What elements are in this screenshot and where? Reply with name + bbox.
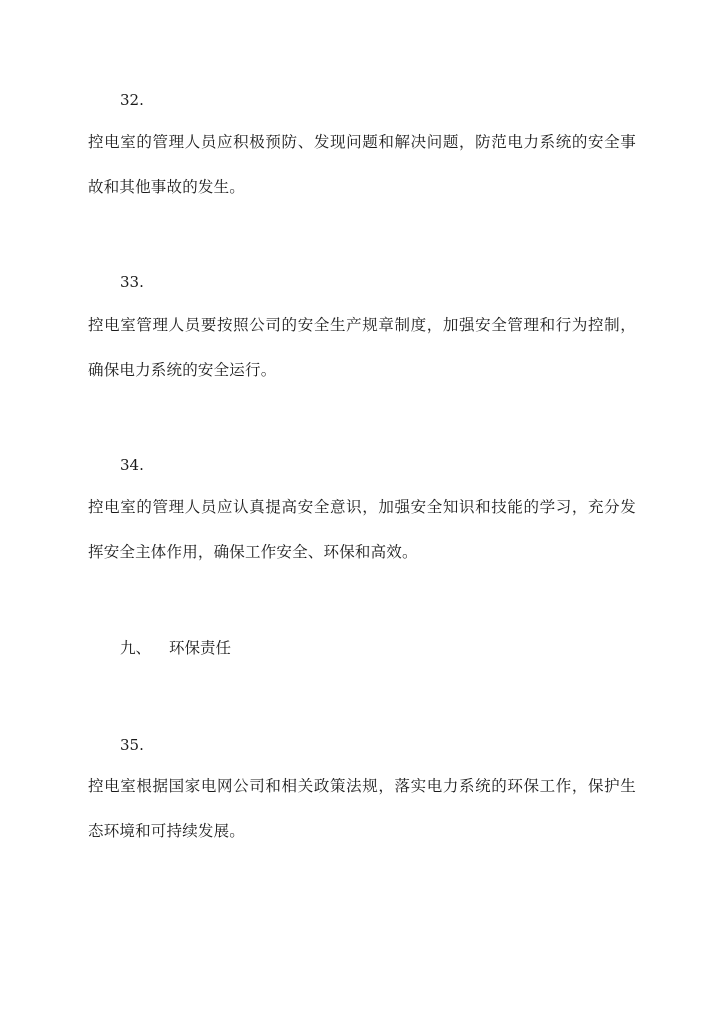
clause-number-34: 34. [120, 456, 144, 474]
section-title: 环保责任 [169, 639, 232, 657]
clause-number-33: 33. [120, 273, 144, 291]
clause-text-32: 控电室的管理人员应积极预防、发现问题和解决问题，防范电力系统的安全事故和其他事故的发生。 [88, 133, 636, 196]
clause-number-35: 35. [120, 736, 144, 754]
clause-text-33: 控电室管理人员要按照公司的安全生产规章制度，加强安全管理和行为控制，确保电力系统的安全运行。 [88, 316, 636, 379]
section-ordinal: 九、 [120, 639, 152, 657]
clause-text-35: 控电室根据国家电网公司和相关政策法规，落实电力系统的环保工作，保护生态环境和可持续发展。 [88, 777, 636, 840]
clause-text-34: 控电室的管理人员应认真提高安全意识，加强安全知识和技能的学习，充分发挥安全主体作用，确保工作安全、环保和高效。 [88, 498, 636, 561]
clause-number-32: 32. [120, 91, 144, 109]
section-heading [120, 637, 231, 659]
